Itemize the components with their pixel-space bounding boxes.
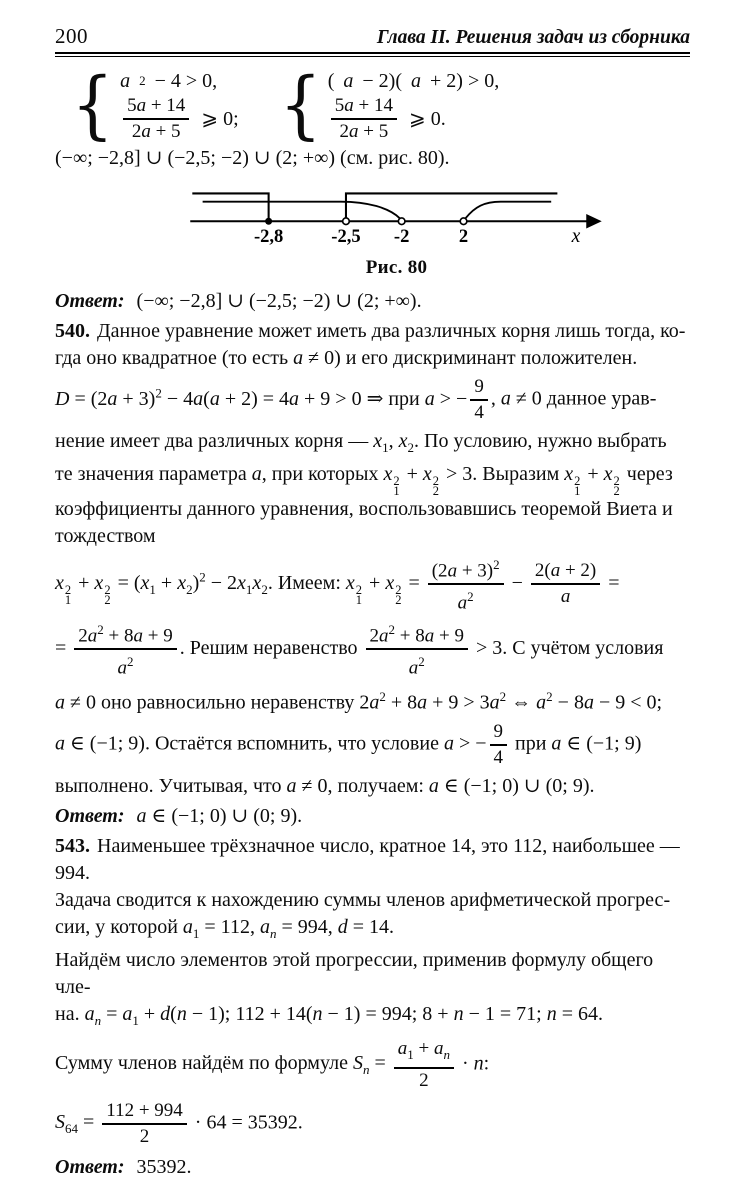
p540-line-5: коэффициенты данного уравнения, воспользовавшись теоремой Виета и xyxy=(55,498,673,520)
fraction: $\frac{112 + 994}{2}$ xyxy=(102,1100,187,1148)
p543-line-4: сии, у которой $a_1 = 112$, $a_n = 994$, d = 14. xyxy=(55,915,395,941)
page-number: 200 xyxy=(55,24,88,48)
header-rule xyxy=(55,52,690,57)
eq-vieta-identity: x 2 1 + x 2 2 = $(x_1 + x_2)^2 - 2x_1x_2$. Имеем: x 2 1 + x 2 2 = $\frac{(2a + 3)^2}{a^2}$ − $\frac{2(a + 2)}{a}$ = xyxy=(55,554,690,615)
system-2 xyxy=(277,62,500,148)
page-header xyxy=(55,24,690,49)
answer-label: Ответ: xyxy=(55,290,125,312)
chapter-title: Глава II. Решения задач из сборника xyxy=(376,27,690,48)
answer-543 xyxy=(55,1154,690,1181)
curve-regions-path xyxy=(203,202,552,219)
point-open xyxy=(398,218,405,225)
fraction: $\frac{9}{4}$ xyxy=(490,721,508,769)
p543-line-5: Найдём число элементов этой прогрессии, применив формулу общего чле- xyxy=(55,948,654,998)
fraction: $\frac{5a + 14}{2a + 5}$ xyxy=(123,95,189,143)
fraction: $\frac{(2a + 3)^2}{a^2}$ xyxy=(428,554,504,615)
system-1 xyxy=(69,62,239,148)
eq-sum-value: $S_{64}$ = $\frac{112 + 994}{2}$ · 64 = 35392. xyxy=(55,1099,303,1147)
fraction: $\frac{a_1 + a_n}{2}$ xyxy=(394,1038,454,1092)
p540-line-3: нение имеет два различных корня — $x_1$, $x_2$. По условию, нужно выбрать xyxy=(55,430,667,455)
p543-line-3: Задача сводится к нахождению суммы членов арифметической прогрес- xyxy=(55,888,671,911)
p543-line-1: 543. Наименьшее трёхзначное число, кратное 14, это 112, наибольшее — xyxy=(55,834,680,857)
fraction: $\frac{2(a + 2)}{a}$ xyxy=(531,560,600,608)
p540-line-7: a ≠ 0 оно равносильно неравенству $2a^2 + 8a + 9 > 3a^2$ ⇔ $a^2 - 8a - 9 < 0$; xyxy=(55,689,663,714)
tick-label: -2 xyxy=(393,225,410,247)
p543-line-6: на. $a_n = a_1 + d(n - 1)$; 112 + 14(n − 1) = 994; 8 + n − 1 = 71; n = 64. xyxy=(55,1002,603,1028)
point-open xyxy=(343,218,350,225)
tick-label: -2,5 xyxy=(331,225,361,247)
eq-solve-inequality: = $\frac{2a^2 + 8a + 9}{a^2}$ . Решим неравенство $\frac{2a^2 + 8a + 9}{a^2}$ > 3. С учётом условия xyxy=(55,619,690,680)
axis-label: x xyxy=(571,225,581,247)
tick-label: -2,8 xyxy=(253,225,284,247)
tick-label: 2 xyxy=(458,225,469,247)
figure-caption: Рис. 80 xyxy=(365,257,428,278)
system-1-row-1: a 2 − 4 > 0, xyxy=(120,69,218,92)
answer-value: 35392. xyxy=(136,1155,192,1178)
left-brace-icon: { xyxy=(71,62,114,148)
answer-value: a ∈ (−1; 0) ∪ (0; 9). xyxy=(136,804,303,827)
fraction: $\frac{5a + 14}{2a + 5}$ xyxy=(331,95,397,143)
p540-line-1: 540. Данное уравнение может иметь два различных корня лишь тогда, ко- xyxy=(55,320,686,342)
solution-interval-line: (−∞; −2,8] ∪ (−2,5; −2) ∪ (2; +∞) (см. рис. 80). xyxy=(55,147,450,169)
problem-number-543: 543. xyxy=(55,834,90,857)
p540-line-2: гда оно квадратное (то есть a ≠ 0) и его дискриминант положителен. xyxy=(55,347,638,369)
problem-number-540: 540. xyxy=(55,320,90,342)
inequality-systems xyxy=(69,62,690,148)
p540-line-6: тождеством xyxy=(55,525,156,547)
point-closed xyxy=(265,218,272,225)
axis-arrow-icon xyxy=(586,214,601,228)
answer-label: Ответ: xyxy=(55,804,125,827)
answer-540 xyxy=(55,803,690,830)
fraction: $\frac{9}{4}$ xyxy=(470,376,488,424)
p540-line-8: выполнено. Учитывая, что a ≠ 0, получаем: a ∈ (−1; 0) ∪ (0; 9). xyxy=(55,774,595,797)
answer-value: (−∞; −2,8] ∪ (−2,5; −2) ∪ (2; +∞). xyxy=(136,290,422,312)
system-2-row-2: $\frac{5a + 14}{2a + 5}$ ⩾ 0. xyxy=(328,95,500,143)
figure-80 xyxy=(189,180,604,279)
p540-line-4: те значения параметра a, при которых x 2 1 + x 2 2 > 3. Выразим x 2 1 + x 2 2 через xyxy=(55,463,673,498)
fraction: $\frac{2a^2 + 8a + 9}{a^2}$ xyxy=(74,619,176,680)
p543-line-2: 994. xyxy=(55,861,90,884)
system-1-row-2: $\frac{5a + 14}{2a + 5}$ ⩾ 0; xyxy=(120,95,239,143)
eq-interval-check: a ∈ (−1; 9). Остаётся вспомнить, что условие a > − $\frac{9}{4}$ при a ∈ (−1; 9) xyxy=(55,720,642,768)
point-open xyxy=(460,218,467,225)
system-2-row-1: ( a − 2)( a + 2) > 0, xyxy=(327,69,500,92)
answer-539 xyxy=(55,288,690,315)
left-brace-icon: { xyxy=(278,62,322,148)
answer-label: Ответ: xyxy=(55,1155,125,1178)
eq-sum-formula: Сумму членов найдём по формуле $S_n$ = $\frac{a_1 + a_n}{2}$ · n: xyxy=(55,1037,490,1091)
fraction: $\frac{2a^2 + 8a + 9}{a^2}$ xyxy=(366,619,468,680)
eq-discriminant: $D = (2a + 3)^2 - 4a(a + 2) = 4a + 9 > 0$ ⇒ при a > − $\frac{9}{4}$ , a ≠ 0 данное урав- xyxy=(55,376,657,423)
number-line-figure xyxy=(189,180,604,246)
